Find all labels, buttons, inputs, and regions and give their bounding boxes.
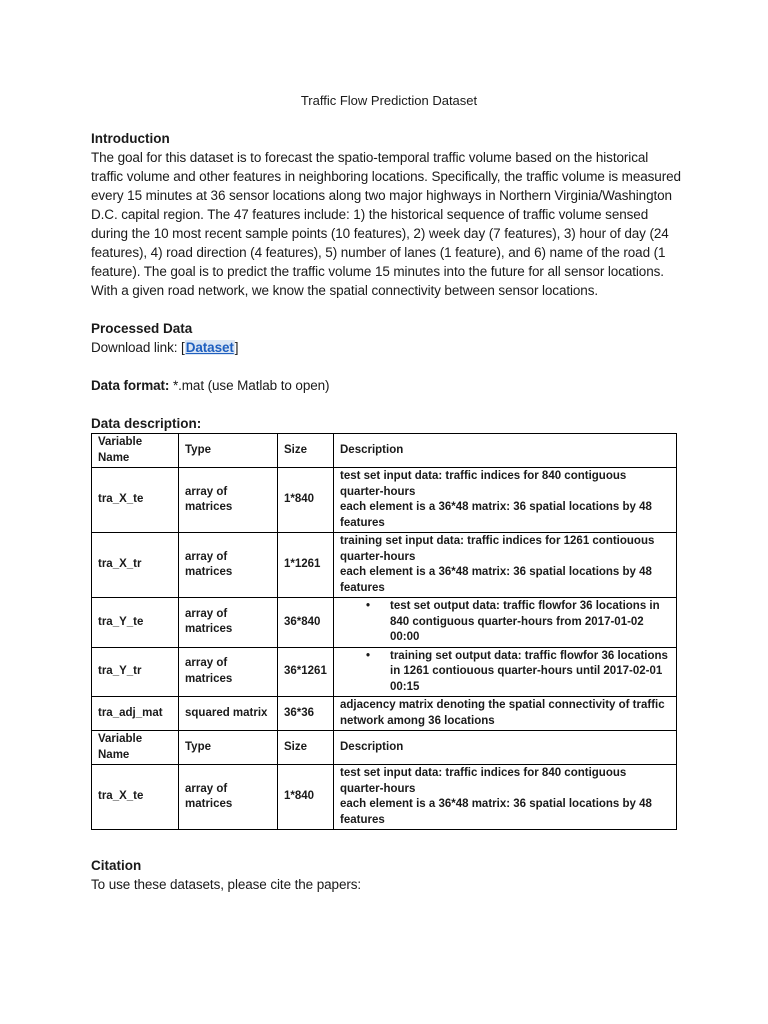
document-title: Traffic Flow Prediction Dataset	[300, 93, 478, 108]
header-cell: Variable Name	[92, 434, 179, 468]
header-cell: Type	[179, 731, 278, 765]
variable-name-cell: tra_X_te	[92, 765, 179, 830]
table-row	[92, 598, 677, 648]
description-line: each element is a 36*48 matrix: 36 spatial locations by 48 features	[340, 798, 652, 826]
variable-name-cell: tra_Y_te	[92, 598, 179, 648]
intro-heading: Introduction	[91, 131, 170, 146]
table-row	[92, 765, 677, 830]
data-format-value: *.mat (use Matlab to open)	[169, 378, 330, 393]
download-line	[91, 338, 681, 357]
description-line: each element is a 36*48 matrix: 36 spatial locations by 48 features	[340, 501, 652, 529]
download-suffix: ]	[234, 340, 239, 355]
intro-paragraph: The goal for this dataset is to forecast the spatio-temporal traffic volume based on the historical traffic volume and other features in neighboring locations. Specifically, the traffic volume is measured every 15 minutes at 36 sensor locations along two major highways in Northern Virginia/Washington D.C. capital region. The 47 features include: 1) the historical sequence of traffic volume sensed during the 10 most recent sample points (10 features), 2) week day (7 features), 3) hour of day (24 features), 4) road direction (4 features), 5) number of lanes (1 feature), and 6) name of the road (1 feature). The goal is to predict the traffic volume 15 minutes into the future for all sensor locations. With a given road network, we know the spatial connectivity between sensor locations.	[91, 150, 681, 298]
type-cell: array of matrices	[179, 647, 278, 697]
header-cell: Description	[334, 434, 677, 468]
description-bullet: • training set output data: traffic flowfor 36 locations in 1261 contiouous quarter-hours until 2017-02-01 00:15	[384, 649, 670, 696]
citation-text: To use these datasets, please cite the papers:	[91, 877, 362, 892]
description-line: each element is a 36*48 matrix: 36 spatial locations by 48 features	[340, 566, 652, 594]
header-cell: Size	[278, 434, 334, 468]
description-line: adjacency matrix denoting the spatial connectivity of traffic network among 36 locations	[340, 699, 665, 727]
table-row	[92, 647, 677, 697]
data-format-line	[91, 376, 681, 395]
processed-data-heading: Processed Data	[91, 321, 193, 336]
description-line: test set input data: traffic indices for 840 contiguous quarter-hours	[340, 470, 627, 498]
download-prefix: Download link: [	[91, 340, 185, 355]
data-description-heading: Data description:	[91, 416, 202, 431]
header-cell: Variable Name	[92, 731, 179, 765]
data-format-label: Data format:	[91, 378, 170, 393]
description-cell	[334, 598, 677, 648]
header-cell: Type	[179, 434, 278, 468]
description-cell	[334, 533, 677, 598]
variable-name-cell: tra_X_tr	[92, 533, 179, 598]
description-line: training set input data: traffic indices for 1261 contiouous quarter-hours	[340, 535, 655, 563]
variable-name-cell: tra_Y_tr	[92, 647, 179, 697]
description-cell	[334, 647, 677, 697]
size-cell: 1*1261	[278, 533, 334, 598]
description-bullet: • test set output data: traffic flowfor 36 locations in 840 contiguous quarter-hours from 2017-01-02 00:00	[384, 599, 670, 646]
table-header-row	[92, 434, 677, 468]
document-page	[91, 93, 681, 894]
size-cell: 1*840	[278, 468, 334, 533]
size-cell: 1*840	[278, 765, 334, 830]
description-cell	[334, 765, 677, 830]
variable-name-cell: tra_adj_mat	[92, 697, 179, 731]
table-header-row	[92, 731, 677, 765]
header-cell: Size	[278, 731, 334, 765]
variable-name-cell: tra_X_te	[92, 468, 179, 533]
table-row	[92, 468, 677, 533]
description-line: test set input data: traffic indices for 840 contiguous quarter-hours	[340, 767, 627, 795]
dataset-link[interactable]: Dataset	[185, 340, 234, 355]
table-row	[92, 697, 677, 731]
type-cell: array of matrices	[179, 765, 278, 830]
size-cell: 36*1261	[278, 647, 334, 697]
description-cell	[334, 697, 677, 731]
size-cell: 36*36	[278, 697, 334, 731]
type-cell: array of matrices	[179, 468, 278, 533]
type-cell: squared matrix	[179, 697, 278, 731]
description-bullet-list	[340, 649, 670, 696]
size-cell: 36*840	[278, 598, 334, 648]
description-cell	[334, 468, 677, 533]
table-row	[92, 533, 677, 598]
data-description-table	[91, 433, 677, 830]
header-cell: Description	[334, 731, 677, 765]
type-cell: array of matrices	[179, 533, 278, 598]
citation-heading: Citation	[91, 858, 142, 873]
type-cell: array of matrices	[179, 598, 278, 648]
description-bullet-list	[340, 599, 670, 646]
